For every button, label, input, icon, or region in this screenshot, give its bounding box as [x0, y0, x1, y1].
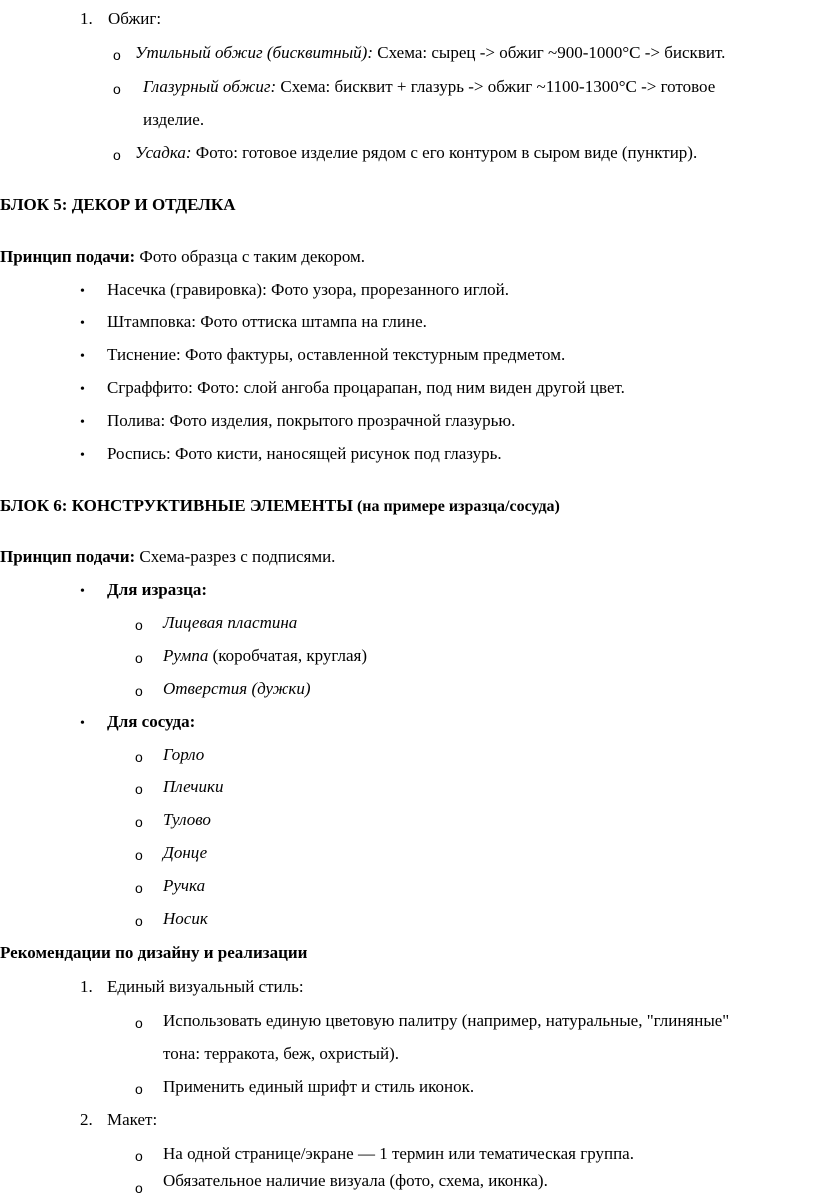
list-item-title: Единый визуальный стиль: [107, 977, 304, 996]
list-item: Тулово [163, 810, 211, 829]
list-item: Горло [163, 745, 205, 764]
bullet-icon: • [80, 584, 85, 599]
sub-bullet-icon: o [135, 650, 143, 666]
list-item: Ручка [163, 876, 206, 895]
sub-bullet-icon: o [113, 81, 121, 97]
term: Лицевая пластина [163, 613, 298, 632]
principle-text: Схема-разрез с подписями. [135, 547, 336, 566]
sub-bullet-icon: o [135, 1180, 143, 1196]
list-item [143, 77, 715, 97]
list-item: Тиснение: Фото фактуры, оставленной текстурным предметом. [107, 345, 566, 364]
vessel-label: Для сосуда: [107, 712, 196, 731]
block6-heading [0, 496, 560, 517]
bullet-icon: • [80, 316, 85, 331]
sub-bullet-icon: o [135, 1015, 143, 1031]
list-item: Использовать единую цветовую палитру (например, натуральные, "глиняные" [163, 1011, 730, 1030]
heading-main: БЛОК 6: КОНСТРУКТИВНЫЕ ЭЛЕМЕНТЫ [0, 496, 353, 515]
list-item [163, 613, 297, 633]
principle-label: Принцип подачи: [0, 247, 136, 266]
block5-heading: БЛОК 5: ДЕКОР И ОТДЕЛКА [0, 195, 236, 214]
list-item: Носик [163, 909, 208, 928]
list-item: Обязательное наличие визуала (фото, схема, иконка). [163, 1171, 548, 1190]
block6-principle [0, 547, 335, 567]
term: Отверстия (дужки) [163, 679, 311, 698]
sub-bullet-icon: o [135, 781, 143, 797]
list-item: Применить единый шрифт и стиль иконок. [163, 1077, 475, 1096]
sub-bullet-icon: o [135, 1148, 143, 1164]
sub-bullet-icon: o [135, 880, 143, 896]
description-continuation: изделие. [143, 110, 205, 129]
term: Усадка: [135, 143, 192, 162]
term: Румпа [163, 646, 209, 665]
sub-bullet-icon: o [135, 617, 143, 633]
description: Фото: готовое изделие рядом с его контуром в сыром виде (пунктир). [191, 143, 698, 162]
sub-bullet-icon: o [135, 913, 143, 929]
description: Схема: бисквит + глазурь -> обжиг ~1100-1300°C -> готовое [276, 77, 716, 96]
list-item-continuation: тона: терракота, беж, охристый). [163, 1044, 399, 1063]
sub-bullet-icon: o [135, 847, 143, 863]
bullet-icon: • [80, 716, 85, 731]
list-item: Полива: Фото изделия, покрытого прозрачной глазурью. [107, 411, 516, 430]
list-item: Донце [163, 843, 208, 862]
list-item-title: Макет: [107, 1110, 158, 1129]
tile-label: Для изразца: [107, 580, 208, 599]
bullet-icon: • [80, 349, 85, 364]
sub-bullet-icon: o [113, 147, 121, 163]
block5-principle [0, 247, 365, 267]
list-item: Штамповка: Фото оттиска штампа на глине. [107, 312, 427, 331]
list-item [135, 143, 697, 163]
list-item: Сграффито: Фото: слой ангоба процарапан, под ним виден другой цвет. [107, 378, 625, 397]
sub-bullet-icon: o [135, 683, 143, 699]
list-number: 2. [80, 1110, 93, 1129]
list-item: Плечики [163, 777, 224, 796]
firing-title: Обжиг: [108, 9, 162, 28]
list-item: Роспись: Фото кисти, наносящей рисунок под глазурь. [107, 444, 502, 463]
description: Схема: сырец -> обжиг ~900-1000°C -> бисквит. [373, 43, 726, 62]
list-item: Насечка (гравировка): Фото узора, прорезанного иглой. [107, 280, 510, 299]
list-number: 1. [80, 9, 93, 28]
heading-suffix: (на примере изразца/сосуда) [352, 498, 560, 515]
sub-bullet-icon: o [135, 814, 143, 830]
bullet-icon: • [80, 382, 85, 397]
sub-bullet-icon: o [113, 47, 121, 63]
recommendations-heading: Рекомендации по дизайну и реализации [0, 943, 308, 962]
list-item [163, 646, 367, 666]
term: Утильный обжиг (бисквитный): [135, 43, 373, 62]
term: Глазурный обжиг: [143, 77, 277, 96]
principle-text: Фото образца с таким декором. [135, 247, 366, 266]
list-item [135, 43, 725, 63]
bullet-icon: • [80, 415, 85, 430]
list-item: На одной странице/экране — 1 термин или тематическая группа. [163, 1144, 634, 1163]
list-number: 1. [80, 977, 93, 996]
list-item [163, 679, 311, 699]
bullet-icon: • [80, 448, 85, 463]
sub-bullet-icon: o [135, 1081, 143, 1097]
principle-label: Принцип подачи: [0, 547, 136, 566]
description: (коробчатая, круглая) [208, 646, 367, 665]
sub-bullet-icon: o [135, 749, 143, 765]
bullet-icon: • [80, 284, 85, 299]
